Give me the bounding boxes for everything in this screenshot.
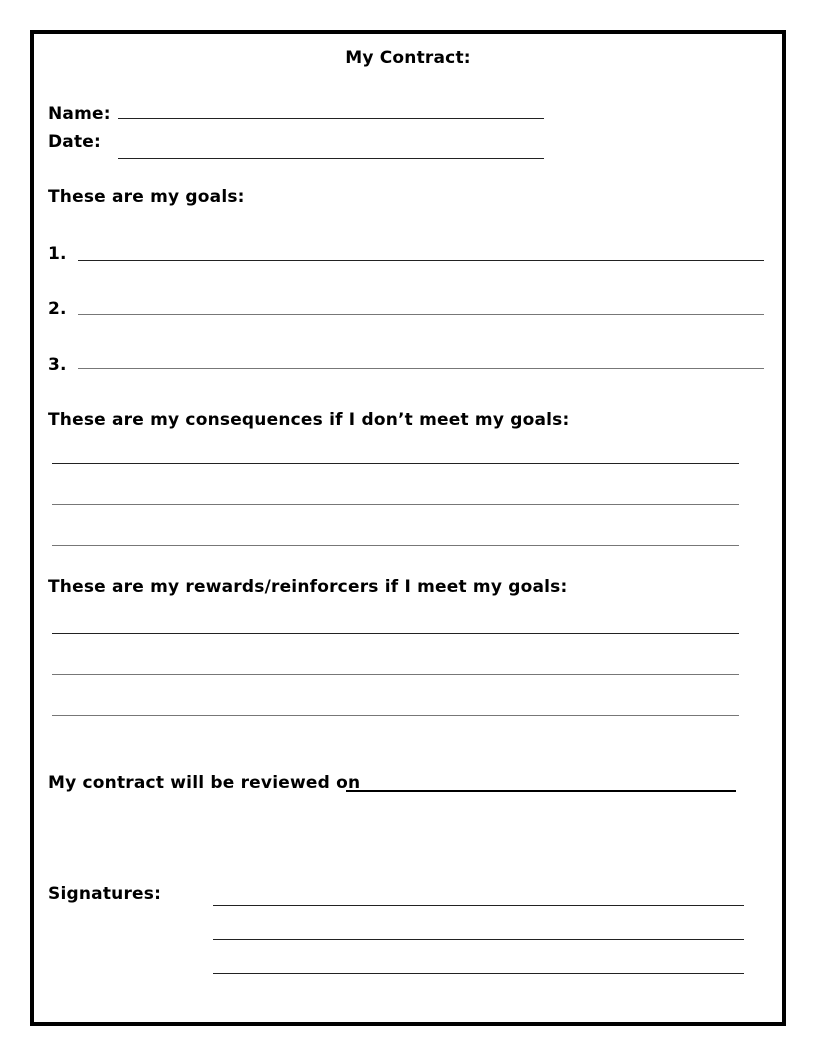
goal-number-1: 1.: [48, 244, 67, 264]
signatures-label: Signatures:: [48, 884, 162, 904]
date-field-line[interactable]: [118, 158, 544, 159]
date-label: Date:: [48, 132, 102, 152]
reward-line-1[interactable]: [52, 633, 739, 634]
review-label: My contract will be reviewed on: [48, 773, 361, 793]
goal-line-1[interactable]: [78, 260, 764, 261]
rewards-heading: These are my rewards/reinforcers if I meet my goals:: [48, 577, 568, 597]
consequence-line-2[interactable]: [52, 504, 739, 505]
reward-line-2[interactable]: [52, 674, 739, 675]
goal-line-3[interactable]: [78, 368, 764, 369]
signature-line-1[interactable]: [213, 905, 744, 906]
goals-heading: These are my goals:: [48, 187, 245, 207]
signature-line-2[interactable]: [213, 939, 744, 940]
consequence-line-3[interactable]: [52, 545, 739, 546]
goal-line-2[interactable]: [78, 314, 764, 315]
review-date-line[interactable]: [346, 790, 736, 792]
goal-number-3: 3.: [48, 355, 67, 375]
consequences-heading: These are my consequences if I don’t meet my goals:: [48, 410, 570, 430]
reward-line-3[interactable]: [52, 715, 739, 716]
signature-line-3[interactable]: [213, 973, 744, 974]
page-title: My Contract:: [345, 48, 471, 68]
goal-number-2: 2.: [48, 299, 67, 319]
name-label: Name:: [48, 104, 111, 124]
name-field-line[interactable]: [118, 118, 544, 119]
consequence-line-1[interactable]: [52, 463, 739, 464]
contract-page-frame: [30, 30, 786, 1026]
